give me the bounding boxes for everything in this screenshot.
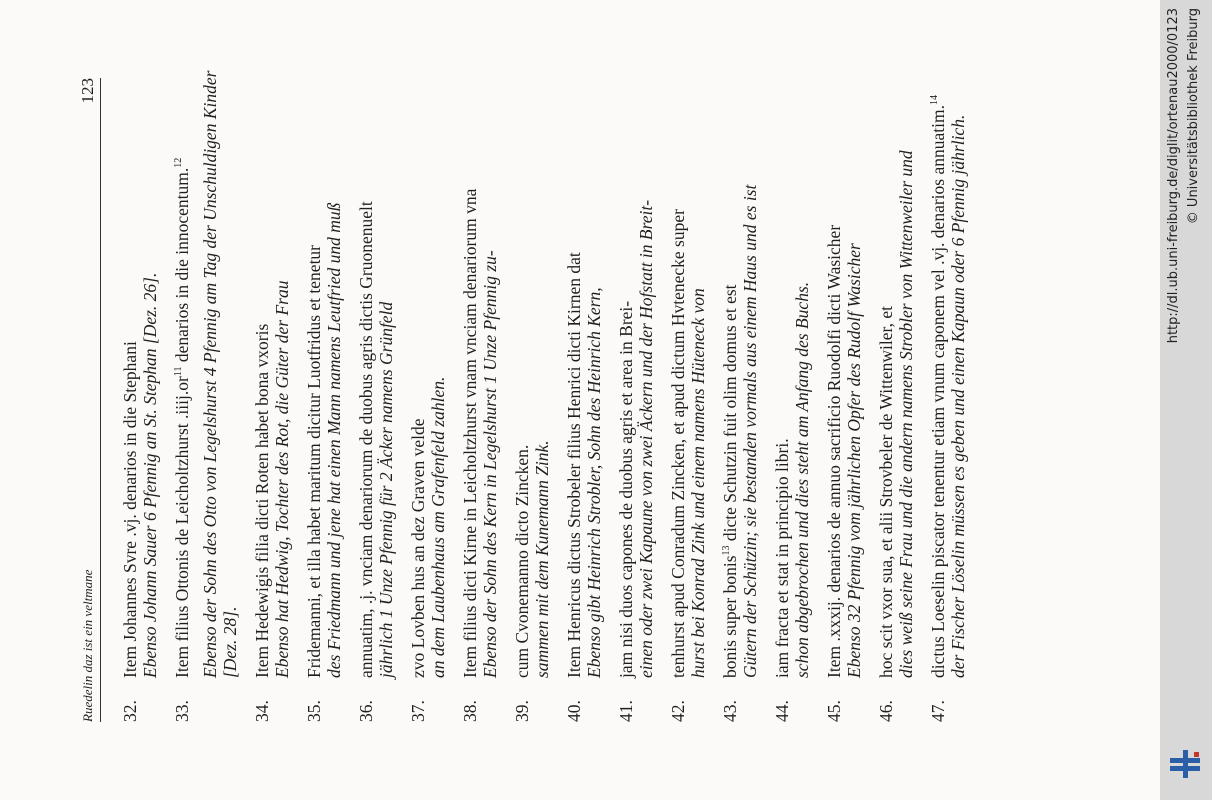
entry-number: 41. <box>616 700 636 722</box>
german-translation: hurst bei Konrad Zink und einem namens Hüteneck von <box>688 288 708 678</box>
page-number: 123 <box>78 78 97 104</box>
latin-text-part: dicte Schutzin fuit olim domus et est <box>720 284 740 546</box>
footnote-ref: 12 <box>173 157 185 168</box>
latin-text: tenhurst apud Conradum Zincken, et apud dictum Hvtenecke super <box>668 209 688 678</box>
entry-number: 39. <box>512 700 532 722</box>
latin-text-part: bonis super bonis <box>720 555 740 678</box>
german-translation: an dem Laubenhaus am Grafenfeld zahlen. <box>428 376 448 678</box>
german-translation: der Fischer Löselin müssen es geben und einen Kapaun oder 6 Pfennig jährlich. <box>948 114 968 678</box>
entry-42 <box>668 62 708 722</box>
entry-41 <box>616 62 656 722</box>
entry-44 <box>772 62 812 722</box>
entry-number: 45. <box>824 700 844 722</box>
entry-number: 43. <box>720 700 740 722</box>
entry-number: 46. <box>876 700 896 722</box>
german-translation: dies weiß seine Frau und die andern namens Strobler von Wittenweiler und <box>896 150 916 678</box>
german-translation: sammen mit dem Kunemann Zink. <box>532 440 552 678</box>
german-translation: Ebenso der Sohn des Kern in Legelshurst 1 Unze Pfennig zu- <box>480 250 500 678</box>
german-translation: des Friedmann und jene hat einen Mann namens Leutfried und muß <box>324 202 344 678</box>
latin-text: Item Johannes Svre .vj. denarios in die Stephani <box>120 341 140 678</box>
entry-45 <box>824 62 864 722</box>
german-translation: Ebenso 32 Pfennig vom jährlichen Opfer des Rudolf Wasicher <box>844 243 864 678</box>
latin-text <box>172 62 192 678</box>
latin-text: cum Cvonemanno dicto Zincken. <box>512 444 532 678</box>
entry-number: 33. <box>172 700 192 722</box>
german-translation: Gütern der Schützin; sie bestanden vormals aus einem Haus und es ist <box>740 184 760 678</box>
entry-37 <box>408 62 448 722</box>
latin-text: iam fracta et stat in principio libri. <box>772 438 792 678</box>
german-translation: schon abgebrochen und dies steht am Anfang des Buchs. <box>792 281 812 678</box>
latin-text: Item filius dicti Kirne in Leicholtzhurst vnam vnciam denariorum vna <box>460 188 480 678</box>
watermark-rotated <box>1160 0 1212 800</box>
german-translation: Ebenso Johann Sauer 6 Pfennig an St. Stephan [Dez. 26]. <box>140 272 160 678</box>
latin-text: annuatim, .j. vnciam denariorum de duobus agris dictis Gruonenuelt <box>356 201 376 678</box>
latin-text: Fridemanni, et illa habet maritum dicitur Luotfridus et tenetur <box>304 244 324 678</box>
latin-text: Item Hedewigis filia dicti Roten habet bona vxoris <box>252 323 272 678</box>
entry-number: 37. <box>408 700 428 722</box>
entry-number: 47. <box>928 700 948 722</box>
entry-32 <box>120 62 160 722</box>
footnote-ref: 14 <box>929 95 941 106</box>
german-translation: einen oder zwei Kapaune von zwei Äckern und der Hofstatt in Breit- <box>636 199 656 678</box>
latin-text: hoc scit vxor sua, et alii Strovbeler de Wittenwiler, et <box>876 306 896 678</box>
entry-number: 38. <box>460 700 480 722</box>
entry-43 <box>720 62 760 722</box>
german-translation: Ebenso hat Hedwig, Tochter des Rot, die Güter der Frau <box>272 280 292 678</box>
entry-number: 35. <box>304 700 324 722</box>
footnote-ref: 11 <box>173 366 185 377</box>
entry-47 <box>928 62 968 722</box>
latin-text: zvo Lovben hus an dez Graven velde <box>408 418 428 678</box>
entry-number: 34. <box>252 700 272 722</box>
entry-40 <box>564 62 604 722</box>
entry-number: 32. <box>120 700 140 722</box>
watermark-url[interactable]: http://dl.ub.uni-freiburg.de/diglit/ortenau2000/0123 <box>1166 8 1181 344</box>
entry-number: 36. <box>356 700 376 722</box>
german-translation: Ebenso der Sohn des Otto von Legelshurst 4 Pfennig am Tag der Unschuldigen Kinder [Dez. 28]. <box>200 70 240 678</box>
watermark-strip <box>1160 0 1212 800</box>
latin-text: Item .xxxij. denarios de annuo sacrificio Ruodolfi dicti Wasicher <box>824 224 844 678</box>
entry-38 <box>460 62 500 722</box>
running-title: Ruedelin daz ist ein veltmane <box>80 569 95 722</box>
page-header <box>80 78 101 722</box>
latin-text-part: denarios in die innocentum. <box>172 167 192 367</box>
entry-number: 42. <box>668 700 688 722</box>
watermark-credit: © Universitätsbibliothek Freiburg <box>1186 8 1201 225</box>
entry-number: 44. <box>772 700 792 722</box>
latin-text <box>720 62 740 678</box>
ub-freiburg-logo-icon <box>1164 744 1208 780</box>
german-translation: jährlich 1 Unze Pfennig für 2 Äcker namens Grünfeld <box>376 301 396 678</box>
latin-text: Item Henricus dictus Strobeler filius Henrici dicti Kirnen dat <box>564 252 584 678</box>
entry-39 <box>512 62 552 722</box>
latin-text: jam nisi duos capones de duobus agris et area in Brei- <box>616 300 636 678</box>
entry-36 <box>356 62 396 722</box>
german-translation: Ebenso gibt Heinrich Strobler, Sohn des Heinrich Kern, <box>584 287 604 678</box>
latin-text <box>928 62 948 678</box>
entry-34 <box>252 62 292 722</box>
entry-46 <box>876 62 916 722</box>
entry-list <box>120 62 980 722</box>
entry-33 <box>172 62 240 722</box>
latin-text-part: Item filius Ottonis de Leicholtzhurst .iiij.or <box>172 376 192 678</box>
latin-text-part: dictus Loeselin piscator tenentur etiam vnum caponem vel .vj. denarios annuatim. <box>928 105 948 678</box>
footnote-ref: 13 <box>721 545 733 556</box>
entry-35 <box>304 62 344 722</box>
entry-number: 40. <box>564 700 584 722</box>
